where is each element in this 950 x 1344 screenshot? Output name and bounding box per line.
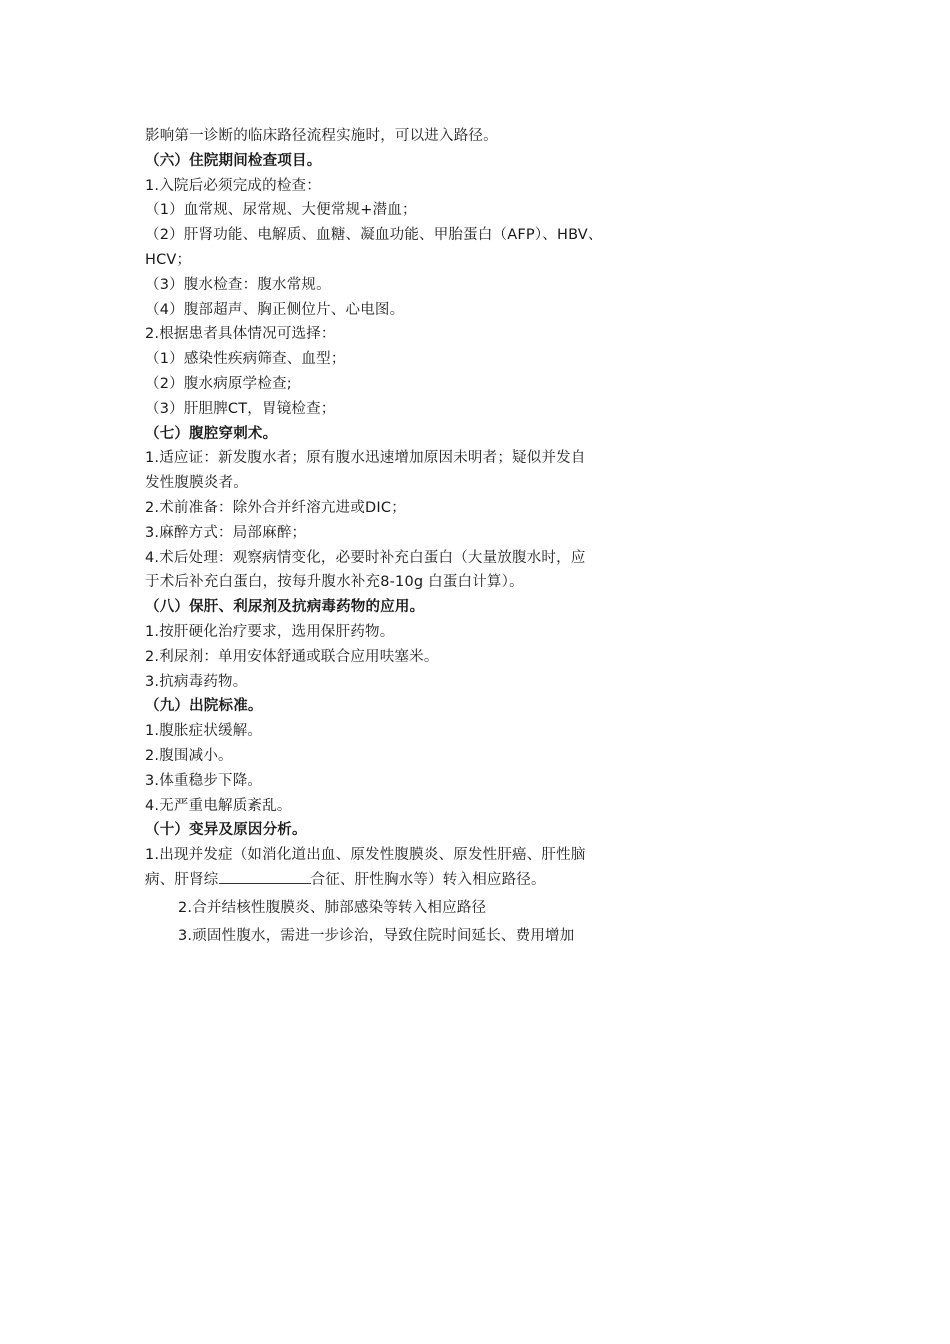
text-line: （1）血常规、尿常规、大便常规+潜血； (145, 202, 417, 219)
blank-line-after: 合征、肝性胸水等）转入相应路径。 (310, 871, 546, 888)
text-line: （3）肝胆脾CT，胃镜检查； (145, 400, 336, 417)
document-body (145, 124, 685, 949)
text-line: （3）腹水检查：腹水常规。 (145, 276, 331, 293)
section-heading: （七）腹腔穿刺术。 (145, 425, 278, 442)
text-line: （2）肝肾功能、电解质、血糖、凝血功能、甲胎蛋白（AFP）、HBV、 (145, 227, 603, 244)
text-line: 4.无严重电解质紊乱。 (145, 797, 292, 814)
text-line: 3.抗病毒药物。 (145, 673, 248, 690)
text-line: 1.入院后必须完成的检查： (145, 177, 321, 194)
text-line: 1.按肝硬化治疗要求，选用保肝药物。 (145, 623, 395, 640)
text-line-with-blank (145, 868, 685, 893)
section-heading: （十）变异及原因分析。 (145, 822, 307, 839)
text-line: 4.术后处理：观察病情变化，必要时补充白蛋白（大量放腹水时，应 (145, 549, 586, 566)
text-line: 2.根据患者具体情况可选择： (145, 326, 336, 343)
blank-line-before: 病、肝肾综 (145, 871, 219, 888)
text-line: 3.体重稳步下降。 (145, 772, 263, 789)
text-line: 2.腹围减小。 (145, 747, 233, 764)
indented-line-1: 2.合并结核性腹膜炎、肺部感染等转入相应路径 (178, 899, 487, 916)
text-line: （4）腹部超声、胸正侧位片、心电图。 (145, 301, 405, 318)
text-line: （1）感染性疾病筛查、血型； (145, 351, 346, 368)
section-heading: （八）保肝、利尿剂及抗病毒药物的应用。 (145, 599, 425, 616)
text-line: 3.麻醉方式：局部麻醉； (145, 524, 307, 541)
text-line: 1.出现并发症（如消化道出血、原发性腹膜炎、原发性肝癌、肝性脑 (145, 847, 586, 864)
text-line: 发性腹膜炎者。 (145, 475, 248, 492)
fill-in-blank (219, 869, 311, 884)
text-line: 于术后补充白蛋白，按每升腹水补充8-10g 白蛋白计算）。 (145, 574, 524, 591)
section-heading: （六）住院期间检查项目。 (145, 152, 322, 169)
indented-line-2: 3.顽固性腹水，需进一步诊治，导致住院时间延长、费用增加 (178, 927, 575, 944)
text-line: 1.适应证：新发腹水者；原有腹水迅速增加原因未明者；疑似并发自 (145, 450, 586, 467)
section-heading: （九）出院标准。 (145, 698, 263, 715)
text-line: 影响第一诊断的临床路径流程实施时，可以进入路径。 (145, 128, 498, 144)
text-line: 1.腹胀症状缓解。 (145, 723, 263, 740)
text-line: 2.术前准备：除外合并纤溶亢进或DIC； (145, 499, 406, 516)
text-line: HCV； (145, 251, 192, 268)
document-lines (145, 124, 685, 868)
text-line: 2.利尿剂：单用安体舒通或联合应用呋塞米。 (145, 648, 439, 665)
text-line: （2）腹水病原学检查; (145, 375, 292, 392)
